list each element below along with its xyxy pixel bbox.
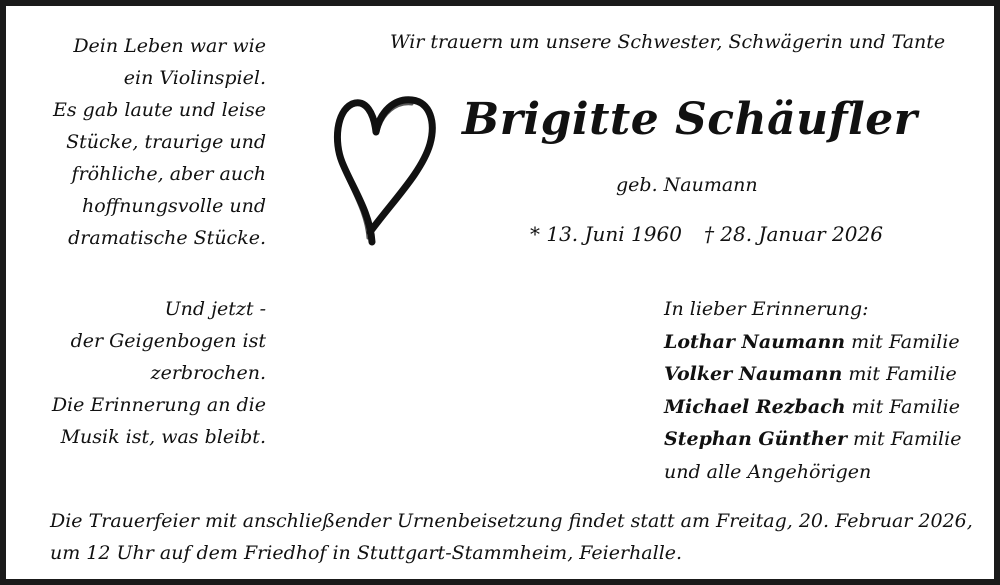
poem-line: Stücke, traurige und	[66, 131, 266, 153]
mourner-suffix: mit Familie	[851, 395, 960, 418]
intro-line: Wir trauern um unsere Schwester, Schwägerin und Tante	[390, 31, 946, 53]
mourner-suffix: mit Familie	[848, 363, 957, 385]
poem-line: Musik ist, was bleibt.	[60, 426, 266, 448]
mourner-name: Lothar Naumann	[664, 330, 846, 353]
poem-top	[36, 30, 266, 254]
mourner-suffix: mit Familie	[852, 428, 962, 450]
mourner-row	[664, 326, 961, 359]
mourner-row	[664, 358, 961, 391]
poem-bottom	[36, 293, 266, 453]
mourner-row	[664, 423, 961, 456]
mourner-name: Stephan Günther	[664, 428, 847, 450]
deceased-name: Brigitte Schäufler	[462, 94, 918, 145]
mourners-list	[664, 293, 961, 488]
poem-line: der Geigenbogen ist	[70, 330, 266, 352]
heart-icon	[332, 92, 442, 252]
mourners-closing: und alle Angehörigen	[664, 460, 872, 483]
poem-line: zerbrochen.	[150, 362, 266, 384]
life-dates	[530, 222, 905, 246]
death-date: † 28. Januar 2026	[703, 222, 883, 246]
birth-date: * 13. Juni 1960	[530, 222, 682, 246]
mourner-suffix: mit Familie	[851, 330, 960, 353]
mourner-name: Michael Rezbach	[664, 395, 846, 418]
poem-line: dramatische Stücke.	[68, 227, 266, 249]
poem-line: hoffnungsvolle und	[81, 195, 266, 217]
poem-line: ein Violinspiel.	[123, 67, 266, 89]
ceremony-line: Die Trauerfeier mit anschließender Urnenbeisetzung findet statt am Freitag, 20. Februar 2026,	[50, 510, 973, 532]
mourner-row	[664, 391, 961, 424]
poem-line: Dein Leben war wie	[73, 35, 266, 57]
mourner-name: Volker Naumann	[664, 363, 843, 385]
poem-line: fröhliche, aber auch	[71, 163, 266, 185]
memory-heading: In lieber Erinnerung:	[664, 298, 869, 320]
ceremony-notice	[50, 505, 973, 569]
poem-line: Und jetzt -	[164, 298, 266, 320]
poem-line: Es gab laute und leise	[53, 99, 266, 121]
maiden-name: geb. Naumann	[616, 174, 758, 196]
ceremony-line: um 12 Uhr auf dem Friedhof in Stuttgart-Stammheim, Feierhalle.	[50, 542, 683, 564]
poem-line: Die Erinnerung an die	[51, 394, 266, 416]
